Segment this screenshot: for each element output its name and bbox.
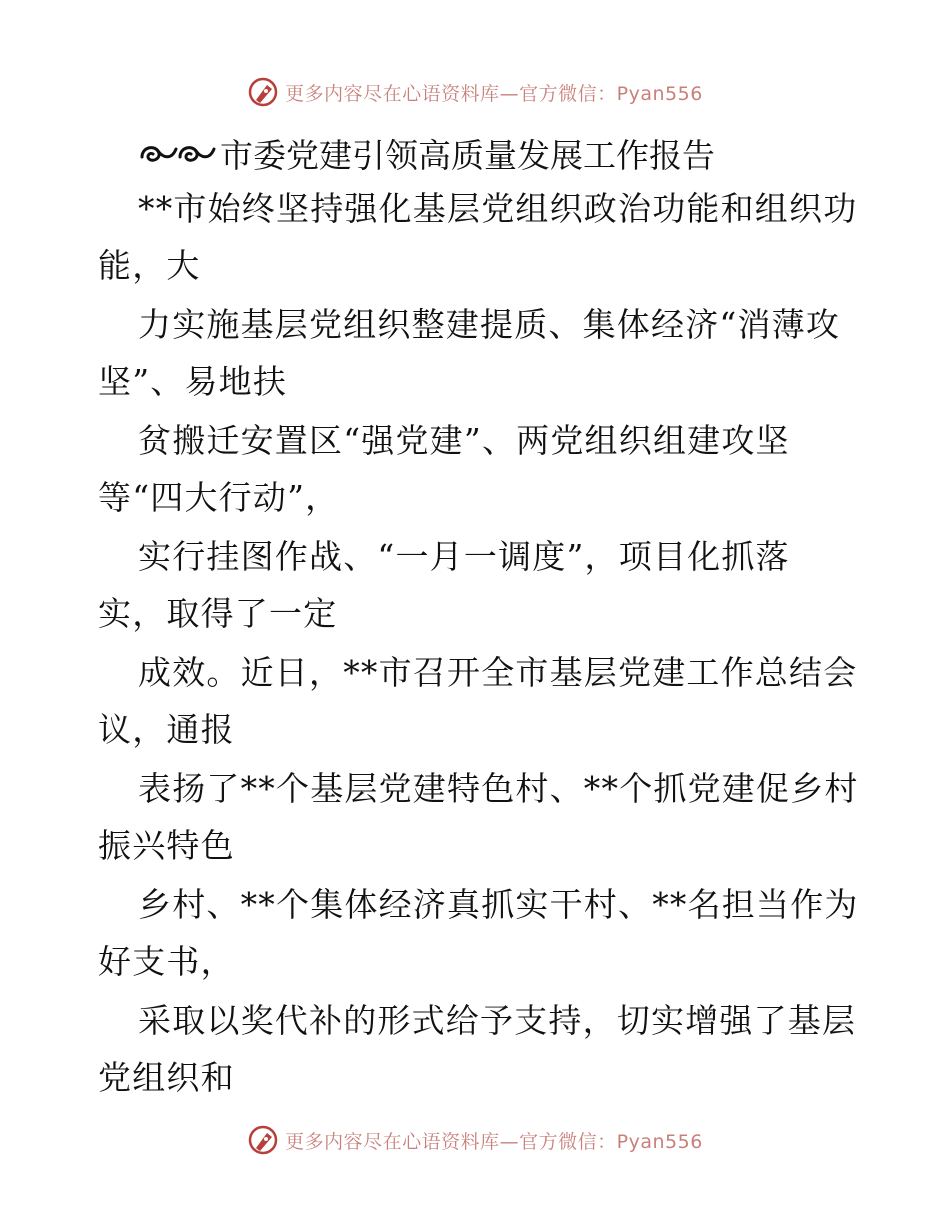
paisley-ornament-icon — [138, 139, 218, 167]
paragraph-line: 采取以奖代补的形式给予支持，切实增强了基层 — [138, 1001, 857, 1040]
paragraph-line: 议，通报 — [98, 710, 235, 749]
header-banner-text: 更多内容尽在心语资料库—官方微信：Pyan556 — [285, 82, 703, 105]
header-banner-inner — [247, 76, 703, 108]
paragraph-line: **市始终坚持强化基层党组织政治功能和组织功 — [138, 189, 858, 228]
paragraph-line: 能，大 — [98, 246, 201, 285]
pen-nib-logo-icon — [247, 76, 279, 108]
footer-banner-text: 更多内容尽在心语资料库—官方微信：Pyan556 — [285, 1130, 703, 1153]
document-title-row — [138, 128, 715, 178]
paragraph-line: 党组织和 — [98, 1058, 235, 1097]
paragraph-line: 表扬了**个基层党建特色村、**个抓党建促乡村 — [138, 769, 859, 808]
footer-banner — [0, 1120, 950, 1160]
footer-banner-inner — [247, 1124, 703, 1156]
paragraph-line: 好支书， — [98, 942, 235, 981]
paragraph-line: 乡村、**个集体经济真抓实干村、**名担当作为 — [138, 885, 859, 924]
paragraph-line: 实，取得了一定 — [98, 594, 338, 633]
paragraph-line: 贫搬迁安置区“强党建”、两党组织组建攻坚 — [138, 421, 790, 460]
document-title: 市委党建引领高质量发展工作报告 — [220, 135, 715, 175]
paragraph-line: 等“四大行动”， — [98, 478, 340, 517]
paragraph-line: 成效。近日，**市召开全市基层党建工作总结会 — [138, 653, 858, 692]
header-banner — [0, 72, 950, 112]
pen-nib-logo-icon — [247, 1124, 279, 1156]
paragraph-line: 振兴特色 — [98, 826, 235, 865]
paragraph-line: 坚”、易地扶 — [98, 362, 288, 401]
paragraph-line: 实行挂图作战、“一月一调度”，项目化抓落 — [138, 537, 790, 576]
paragraph-line: 力实施基层党组织整建提质、集体经济“消薄攻 — [138, 305, 841, 344]
